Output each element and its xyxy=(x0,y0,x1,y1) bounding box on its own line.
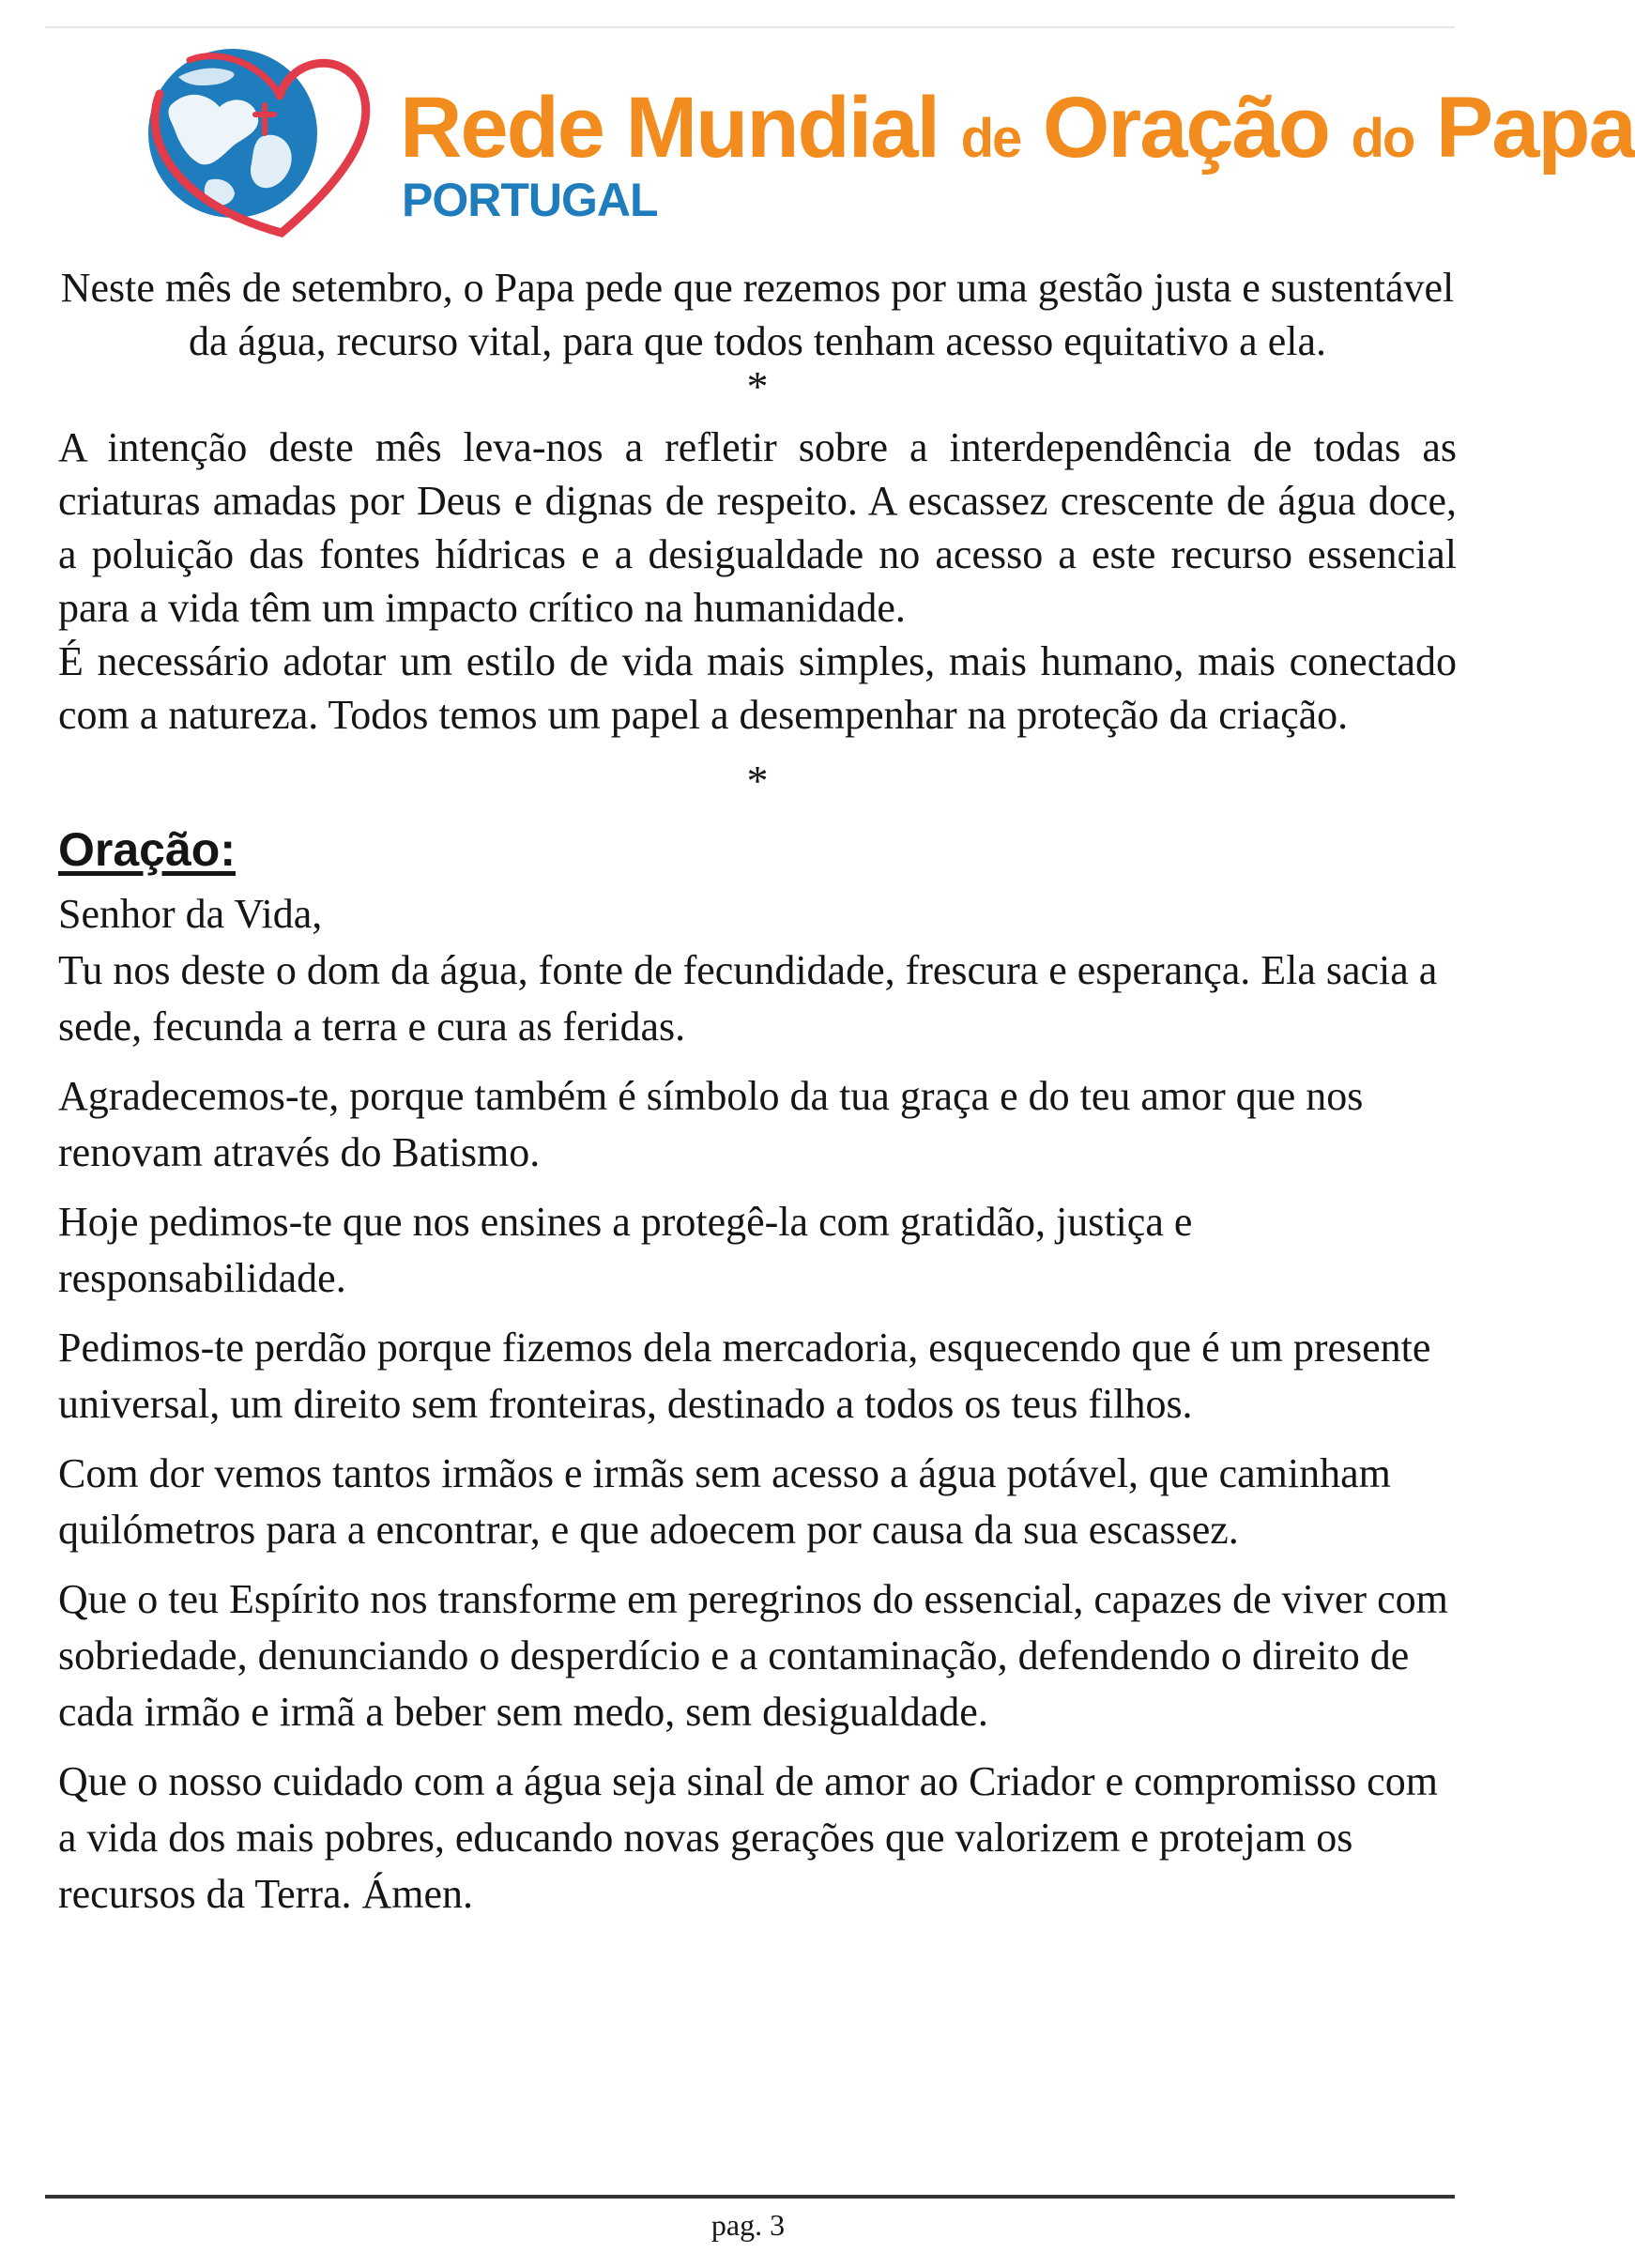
reflection-paragraph: A intenção deste mês leva-nos a refletir sobre a interdependência de todas as criaturas amadas por Deus e dignas de respeito. A escassez crescente de água doce, a poluição das fontes hídricas e a desigualdade no acesso a este recurso essencial para a vida têm um impacto crítico na humanidade. xyxy=(58,424,1457,631)
brand-title-part2: Oração xyxy=(1042,80,1329,176)
prayer-heading: Oração: xyxy=(58,823,236,876)
page-header xyxy=(122,39,1635,237)
page-content xyxy=(58,261,1457,1936)
prayer-paragraph: Hoje pedimos-te que nos ensines a protegê-la com gratidão, justiça e responsabilidade. xyxy=(58,1199,1193,1301)
brand-title-de: de xyxy=(960,108,1021,169)
globe-heart-logo xyxy=(122,39,375,237)
prayer-paragraph: Com dor vemos tantos irmãos e irmãs sem acesso a água potável, que caminham quilómetros para a encontrar, e que adoecem por causa da sua escassez. xyxy=(58,1450,1391,1553)
prayer-paragraph: Senhor da Vida, Tu nos deste o dom da água, fonte de fecundidade, frescura e esperança. Ela sacia a sede, fecunda a terra e cura as feridas. xyxy=(58,891,1438,1050)
separator-star: * xyxy=(746,757,769,805)
reflection-text xyxy=(58,421,1457,742)
prayer-text xyxy=(58,886,1457,1923)
prayer-paragraph: Que o nosso cuidado com a água seja sinal de amor ao Criador e compromisso com a vida dos mais pobres, educando novas gerações que valorizem e protejam os recursos da Terra. Ámen. xyxy=(58,1758,1438,1917)
brand-title-do: do xyxy=(1351,108,1414,169)
reflection-paragraph: É necessário adotar um estilo de vida mais simples, mais humano, mais conectado com a natureza. Todos temos um papel a desempenhar na proteção da criação. xyxy=(58,638,1457,738)
brand-subtitle: PORTUGAL xyxy=(402,174,658,226)
brand-title-part1: Rede Mundial xyxy=(400,80,940,176)
page-number: pag. 3 xyxy=(711,2208,786,2242)
brand-title-part3: Papa xyxy=(1435,80,1635,176)
intention-intro: Neste mês de setembro, o Papa pede que rezemos por uma gestão justa e sustentável da água, recurso vital, para que todos tenham acesso equitativo a ela. xyxy=(60,265,1455,364)
bottom-divider xyxy=(45,2195,1455,2199)
top-divider xyxy=(45,26,1455,28)
prayer-paragraph: Pedimos-te perdão porque fizemos dela mercadoria, esquecendo que é um presente universal, um direito sem fronteiras, destinado a todos os teus filhos. xyxy=(58,1325,1431,1427)
separator-star: * xyxy=(746,362,769,410)
prayer-paragraph: Agradecemos-te, porque também é símbolo da tua graça e do teu amor que nos renovam através do Batismo. xyxy=(58,1073,1364,1175)
prayer-paragraph: Que o teu Espírito nos transforme em peregrinos do essencial, capazes de viver com sobriedade, denunciando o desperdício e a contaminação, defendendo o direito de cada irmão e irmã a beber sem medo, sem desigualdade. xyxy=(58,1576,1448,1735)
brand-title xyxy=(400,80,1635,176)
